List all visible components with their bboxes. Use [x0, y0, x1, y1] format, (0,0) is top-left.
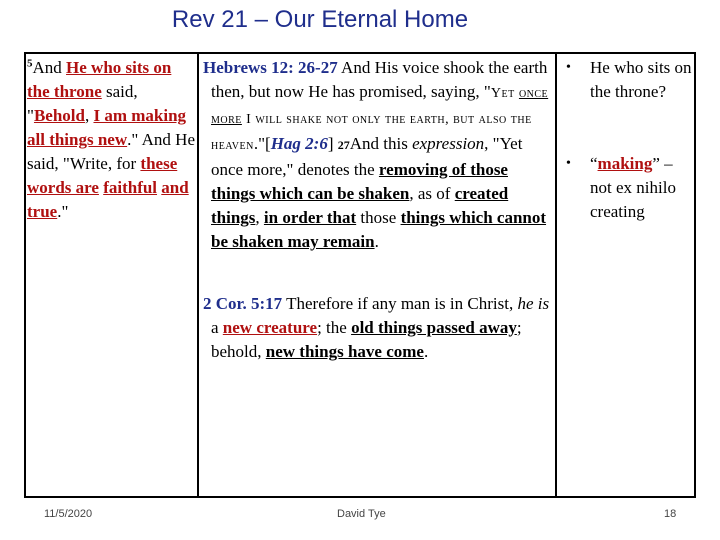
note-bullet: [560, 152, 694, 224]
text-run: And this: [349, 134, 413, 153]
note-text: He who sits on the throne?: [590, 58, 692, 101]
text-run: ." And He said, "Write, for: [27, 130, 195, 173]
small-caps-text: I will shake not only the earth, but also the heaven: [211, 112, 532, 153]
text-run: .: [374, 232, 379, 251]
text-run: , "Yet once more," denotes the: [211, 134, 523, 179]
text-run: ,: [255, 208, 264, 227]
highlight-text: created things: [211, 184, 509, 227]
text-run: ,: [84, 106, 94, 125]
text-run: ; the: [317, 318, 352, 337]
text-run: , as of: [409, 184, 455, 203]
text-run: .: [423, 342, 429, 361]
highlight-text: new creature: [222, 318, 318, 337]
verse-number: 27: [337, 138, 350, 152]
highlight-text: Behold: [33, 106, 85, 125]
notes-column: [560, 56, 694, 224]
text-run: ]: [327, 134, 338, 153]
highlight-text: new things have come: [265, 342, 424, 361]
highlight-text: old things passed away: [351, 318, 517, 337]
text-run: And His voice shook the earth then, but now He has promised, saying, ": [211, 58, 548, 101]
footer-page-number: 18: [664, 508, 677, 520]
text-run: Therefore if any man is in Christ,: [282, 294, 518, 313]
rev-21-5-text: [27, 56, 195, 224]
text-run: ; behold,: [211, 318, 522, 361]
highlight-text: these: [140, 154, 178, 173]
text-run: expression: [412, 134, 485, 153]
verse-number: 5: [27, 57, 33, 70]
small-caps-text: once more: [211, 86, 549, 127]
highlight-text: making: [597, 154, 653, 173]
text-run: And: [32, 58, 67, 77]
text-run: those: [356, 208, 401, 227]
footer-author: David Tye: [337, 508, 386, 520]
note-bullet: [560, 56, 694, 104]
highlight-text: removing of those things which can be shaken: [211, 160, 508, 203]
column-divider: [197, 52, 199, 498]
text-run: he is: [517, 294, 550, 313]
highlight-text: He who sits on the throne: [27, 58, 172, 101]
scripture-reference: Hebrews 12: 26-27: [203, 58, 338, 77]
corinthians-passage: [203, 292, 555, 364]
text-run: a: [211, 318, 223, 337]
highlight-text: I am making all things new: [27, 106, 187, 149]
highlight-text: faithful: [103, 178, 158, 197]
scripture-reference: 2 Cor. 5:17: [203, 294, 283, 313]
footer-date: 11/5/2020: [44, 508, 93, 520]
highlight-text: words are: [27, 178, 99, 197]
cross-references: [203, 56, 555, 364]
text-run: .": [57, 202, 69, 221]
small-caps-text: Yet: [490, 86, 515, 101]
highlight-text: and true: [27, 178, 189, 221]
hebrews-passage: [203, 56, 555, 254]
slide-title: Rev 21 – Our Eternal Home: [171, 6, 469, 33]
text-run: ."[: [253, 134, 271, 153]
note-text: ” – not ex nihilo creating: [590, 154, 676, 221]
highlight-text: in order that: [263, 208, 357, 227]
text-run: “: [590, 154, 598, 173]
highlight-text: things which cannot be shaken may remain: [211, 208, 547, 251]
text-run: said, ": [27, 82, 138, 125]
scripture-reference: Hag 2:6: [270, 134, 328, 153]
column-divider: [555, 52, 557, 498]
